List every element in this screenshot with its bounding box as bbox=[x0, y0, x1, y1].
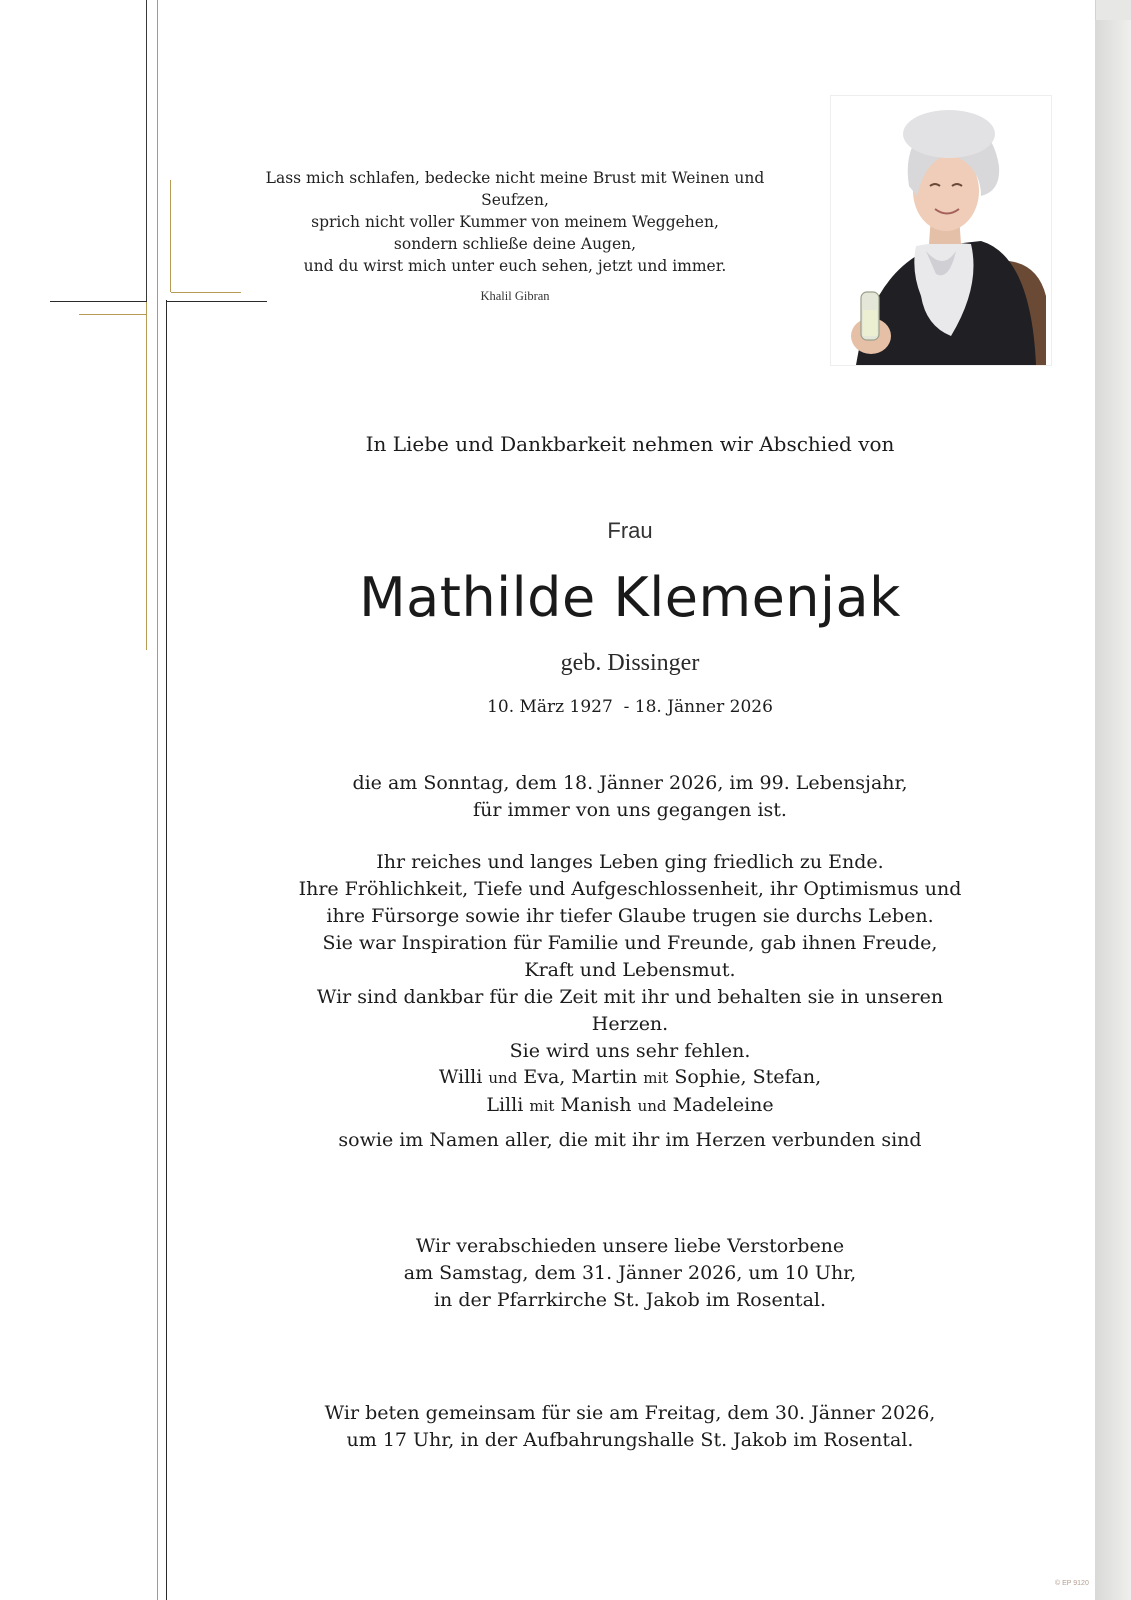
conjunction: mit bbox=[643, 1069, 669, 1087]
portrait-photo bbox=[830, 95, 1052, 366]
life-dates: 10. März 1927 - 18. Jänner 2026 bbox=[487, 697, 773, 717]
page-edge-shadow bbox=[1095, 20, 1131, 1600]
quote-author: Khalil Gibran bbox=[480, 289, 550, 303]
conjunction: mit bbox=[529, 1097, 555, 1115]
prayer-line: um 17 Uhr, in der Aufbahrungshalle St. Jakob im Rosental. bbox=[346, 1429, 914, 1451]
tribute-line: Kraft und Lebensmut. bbox=[524, 959, 736, 981]
farewell-service bbox=[280, 1233, 980, 1314]
tribute-text bbox=[280, 849, 980, 1065]
tribute-line: ihre Fürsorge sowie ihr tiefer Glaube trugen sie durchs Leben. bbox=[326, 905, 934, 927]
on-behalf-text: sowie im Namen aller, die mit ihr im Herzen verbunden sind bbox=[338, 1129, 922, 1151]
quote-line: sprich nicht voller Kummer von meinem Weggehen, bbox=[311, 213, 719, 231]
farewell-line: in der Pfarrkirche St. Jakob im Rosental. bbox=[433, 1289, 827, 1311]
family-name: Madeleine bbox=[672, 1094, 774, 1116]
intro-text: In Liebe und Dankbarkeit nehmen wir Abschied von bbox=[365, 432, 895, 456]
death-notice-line: die am Sonntag, dem 18. Jänner 2026, im 99. Lebensjahr, bbox=[352, 772, 908, 794]
family-name: Sophie, Stefan, bbox=[674, 1066, 822, 1088]
family-name: Lilli bbox=[486, 1094, 524, 1116]
family-names bbox=[280, 1064, 980, 1120]
farewell-line: am Samstag, dem 31. Jänner 2026, um 10 Uhr, bbox=[403, 1262, 857, 1284]
quote-line: sondern schließe deine Augen, bbox=[393, 235, 637, 253]
tribute-line: Sie war Inspiration für Familie und Freunde, gab ihnen Freude, bbox=[322, 932, 938, 954]
conjunction: und bbox=[488, 1069, 518, 1087]
family-name: Willi bbox=[438, 1066, 483, 1088]
quote-line: und du wirst mich unter euch sehen, jetzt und immer. bbox=[303, 257, 727, 275]
conjunction: und bbox=[637, 1097, 667, 1115]
elderly-woman-photo-icon bbox=[831, 96, 1051, 365]
family-name: Eva, Martin bbox=[523, 1066, 638, 1088]
prayer-service bbox=[280, 1400, 980, 1454]
print-code: © EP 9120 bbox=[1055, 1580, 1089, 1587]
death-notice-line: für immer von uns gegangen ist. bbox=[473, 799, 787, 821]
deceased-name: Mathilde Klemenjak bbox=[359, 566, 901, 629]
prayer-line: Wir beten gemeinsam für sie am Freitag, dem 30. Jänner 2026, bbox=[324, 1402, 936, 1424]
death-notice bbox=[280, 770, 980, 824]
tribute-line: Sie wird uns sehr fehlen. bbox=[509, 1040, 751, 1062]
family-name: Manish bbox=[560, 1094, 632, 1116]
quote-line: Lass mich schlafen, bedecke nicht meine Brust mit Weinen und Seufzen, bbox=[265, 169, 765, 209]
quote-block bbox=[235, 167, 795, 307]
family-line bbox=[280, 1092, 980, 1120]
family-line bbox=[280, 1064, 980, 1092]
farewell-line: Wir verabschieden unsere liebe Verstorbene bbox=[415, 1235, 845, 1257]
tribute-line: Ihre Fröhlichkeit, Tiefe und Aufgeschlossenheit, ihr Optimismus und bbox=[298, 878, 962, 900]
salutation: Frau bbox=[607, 518, 653, 543]
tribute-line: Wir sind dankbar für die Zeit mit ihr und behalten sie in unseren Herzen. bbox=[316, 986, 944, 1035]
tribute-line: Ihr reiches und langes Leben ging friedlich zu Ende. bbox=[376, 851, 884, 873]
maiden-name: geb. Dissinger bbox=[560, 650, 700, 676]
